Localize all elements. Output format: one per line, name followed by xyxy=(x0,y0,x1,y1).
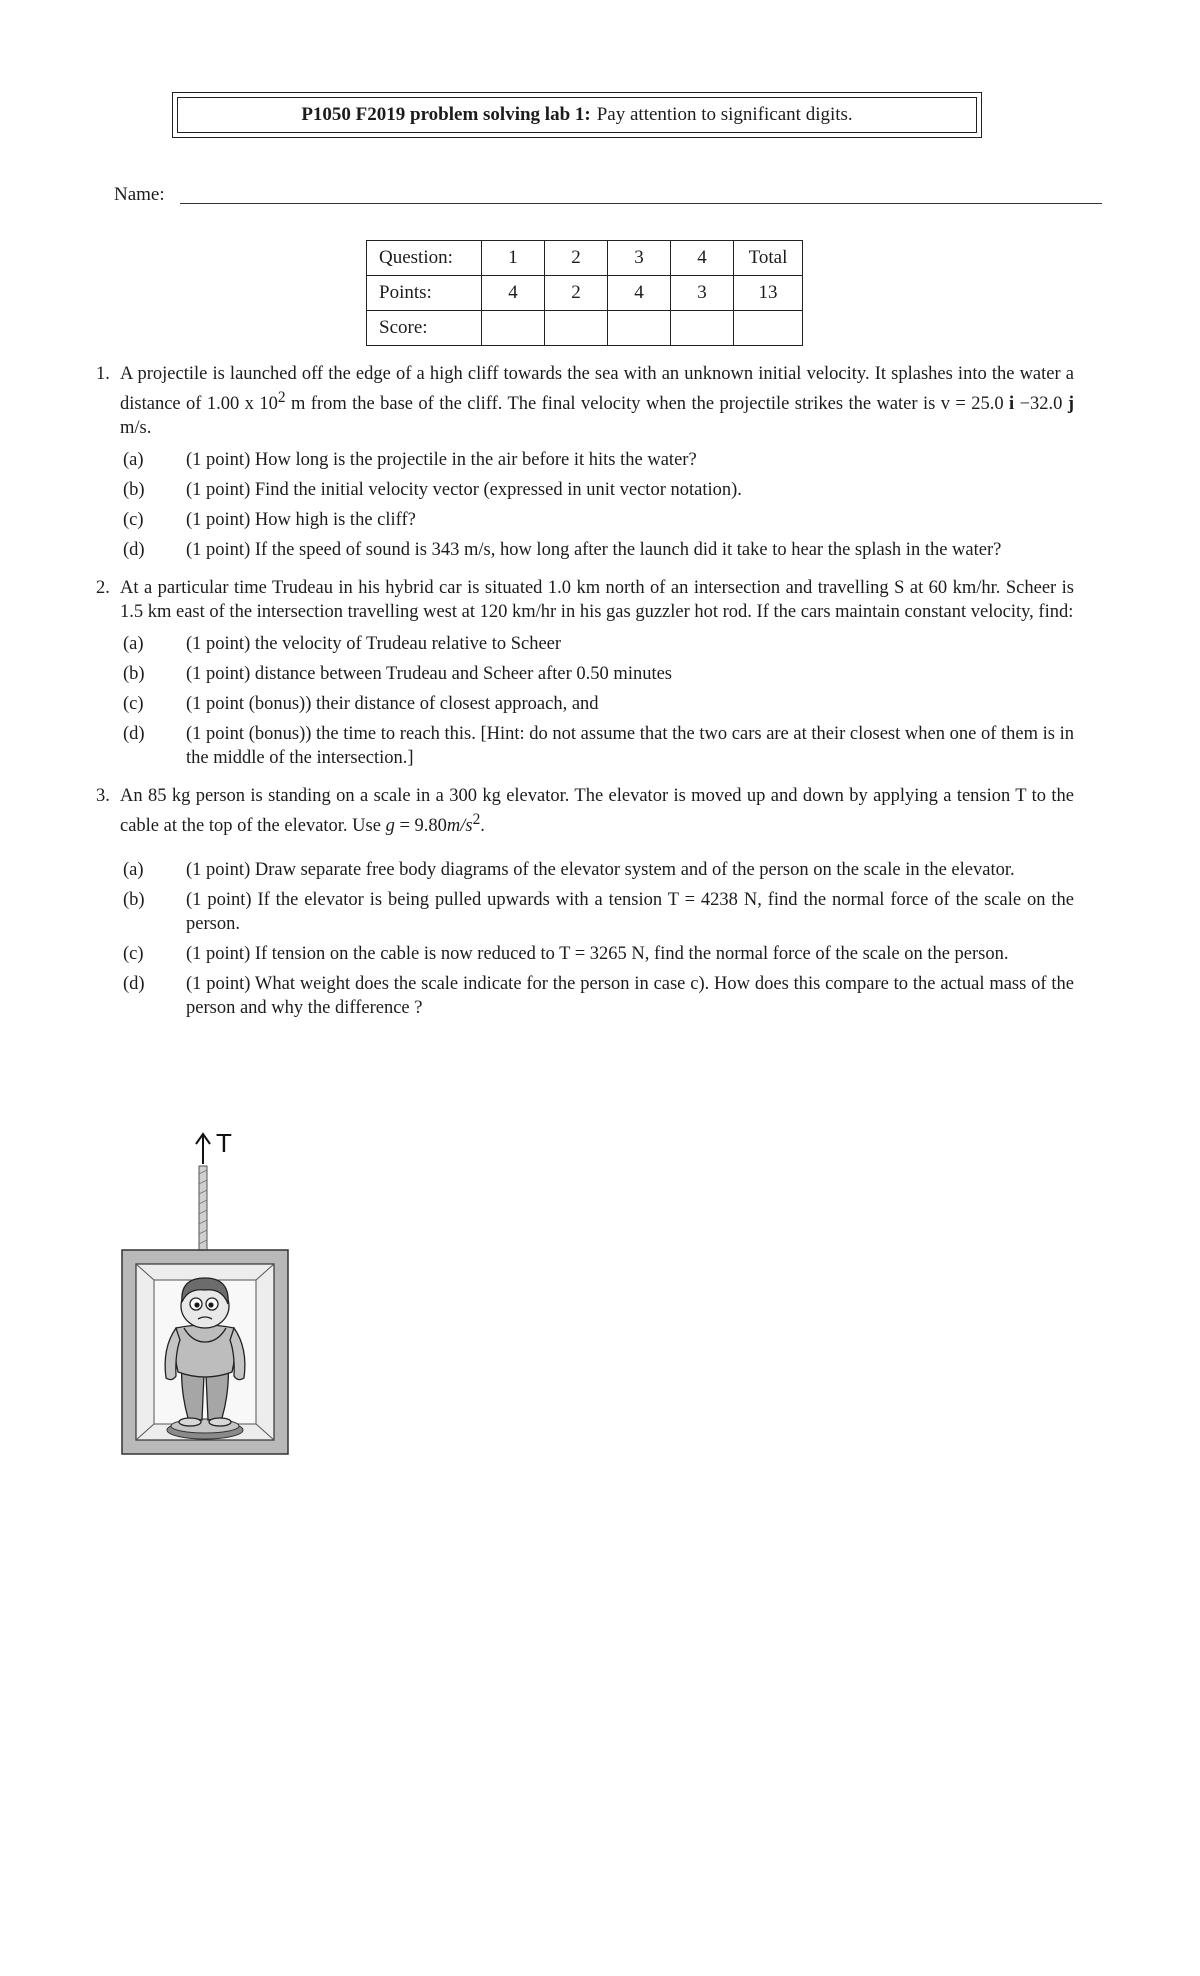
points-cell: 2 xyxy=(545,276,608,311)
question-part xyxy=(120,538,1074,562)
row-label: Points: xyxy=(367,276,482,311)
part-text: (1 point (bonus)) the time to reach this. [Hint: do not assume that the two cars are at their closest when one of them is in the middle of the intersection.] xyxy=(186,724,1074,769)
part-text: (1 point) What weight does the scale indicate for the person in case c). How does this compare to the actual mass of the person and why the difference ? xyxy=(186,974,1074,1019)
part-text: (1 point (bonus)) their distance of closest approach, and xyxy=(186,694,599,715)
question-part xyxy=(120,942,1074,966)
question-number: 3. xyxy=(96,786,110,807)
part-text: (1 point) How high is the cliff? xyxy=(186,510,416,531)
question-number: 2. xyxy=(96,578,110,599)
question-part xyxy=(120,722,1074,770)
table-row xyxy=(367,241,803,276)
question-part xyxy=(120,478,1074,502)
question-part xyxy=(120,888,1074,936)
part-text: (1 point) How long is the projectile in the air before it hits the water? xyxy=(186,450,697,471)
question-part xyxy=(120,858,1074,882)
part-label: (a) xyxy=(123,634,144,655)
title-box xyxy=(172,92,982,138)
part-label: (c) xyxy=(123,694,144,715)
score-cell[interactable] xyxy=(734,311,803,346)
elevator-person-illustration xyxy=(120,1128,292,1458)
row-label: Score: xyxy=(367,311,482,346)
row-label: Question: xyxy=(367,241,482,276)
name-line[interactable] xyxy=(180,203,1102,204)
name-row xyxy=(114,184,1102,212)
part-label: (c) xyxy=(123,944,144,965)
part-label: (a) xyxy=(123,450,144,471)
score-cell[interactable] xyxy=(545,311,608,346)
part-text: (1 point) If the elevator is being pulled upwards with a tension T = 4238 N, find the normal force of the scale on the person. xyxy=(186,890,1074,935)
question-1 xyxy=(96,362,1074,562)
score-cell[interactable] xyxy=(482,311,545,346)
title xyxy=(177,97,977,133)
column-header: 1 xyxy=(482,241,545,276)
part-text: (1 point) the velocity of Trudeau relative to Scheer xyxy=(186,634,562,655)
question-part xyxy=(120,972,1074,1020)
cable xyxy=(199,1166,207,1250)
part-label: (c) xyxy=(123,510,144,531)
column-header: 2 xyxy=(545,241,608,276)
question-2 xyxy=(96,576,1074,770)
question-text: An 85 kg person is standing on a scale in a 300 kg elevator. The elevator is moved up and down by applying a tension T to the cable at the top of the elevator. Use $g = 9.80m/s^2$. xyxy=(120,786,1074,837)
part-label: (b) xyxy=(123,480,145,501)
part-label: (b) xyxy=(123,890,145,911)
tension-arrow-icon xyxy=(196,1134,210,1164)
table-row xyxy=(367,276,803,311)
table-row xyxy=(367,311,803,346)
tension-label: T xyxy=(216,1128,232,1158)
questions-list xyxy=(96,362,1074,1034)
part-label: (d) xyxy=(123,540,145,561)
part-text: (1 point) If the speed of sound is 343 m/s, how long after the launch did it take to hear the splash in the water? xyxy=(186,540,1002,561)
question-part xyxy=(120,662,1074,686)
question-text: A projectile is launched off the edge of a high cliff towards the sea with an unknown initial velocity. It splashes into the water a distance of 1.00 x $10^2$ m from the base of the cliff. The final velocity when the projectile strikes the water is v = 25.0 i −32.0 j m/s. xyxy=(120,364,1075,439)
part-label: (a) xyxy=(123,860,144,881)
question-part xyxy=(120,632,1074,656)
grade-table xyxy=(366,240,803,346)
points-cell: 4 xyxy=(608,276,671,311)
points-cell: 13 xyxy=(734,276,803,311)
title-rest: Pay attention to significant digits. xyxy=(596,104,853,125)
question-3 xyxy=(96,784,1074,1020)
column-header: 3 xyxy=(608,241,671,276)
part-text: (1 point) Draw separate free body diagrams of the elevator system and of the person on the scale in the elevator. xyxy=(186,860,1015,881)
question-part xyxy=(120,508,1074,532)
question-parts xyxy=(120,448,1074,562)
title-bold: P1050 F2019 problem solving lab 1: xyxy=(301,104,591,125)
question-text: At a particular time Trudeau in his hybrid car is situated 1.0 km north of an intersection and travelling S at 60 km/hr. Scheer is 1.5 km east of the intersection travelling west at 120 km/hr in his gas guzzler hot rod. If the cars maintain constant velocity, find: xyxy=(120,578,1074,623)
column-header: 4 xyxy=(671,241,734,276)
column-header: Total xyxy=(734,241,803,276)
part-text: (1 point) If tension on the cable is now reduced to T = 3265 N, find the normal force of the scale on the person. xyxy=(186,944,1009,965)
question-number: 1. xyxy=(96,364,110,384)
question-parts xyxy=(120,858,1074,1020)
points-cell: 3 xyxy=(671,276,734,311)
question-part xyxy=(120,692,1074,716)
question-part xyxy=(120,448,1074,472)
score-cell[interactable] xyxy=(671,311,734,346)
part-text: (1 point) Find the initial velocity vector (expressed in unit vector notation). xyxy=(186,480,742,501)
part-label: (d) xyxy=(123,974,145,995)
part-text: (1 point) distance between Trudeau and Scheer after 0.50 minutes xyxy=(186,664,673,685)
question-parts xyxy=(120,632,1074,770)
points-cell: 4 xyxy=(482,276,545,311)
part-label: (d) xyxy=(123,724,145,745)
part-label: (b) xyxy=(123,664,145,685)
score-cell[interactable] xyxy=(608,311,671,346)
name-label: Name: xyxy=(114,184,165,205)
